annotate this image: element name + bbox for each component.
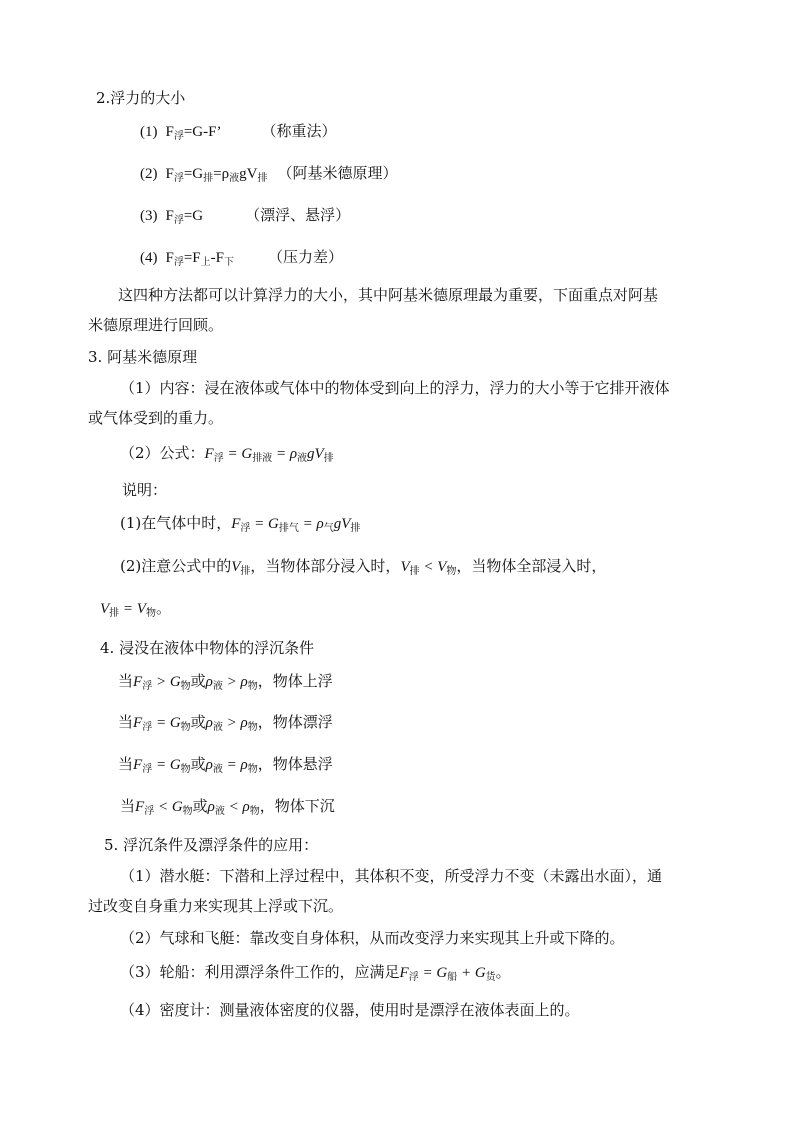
condition-row: 当$F_浮 = G_物$或$\rho_液 = \rho_物$，物体悬浮 bbox=[118, 755, 333, 775]
paragraph-line: 这四种方法都可以计算浮力的大小，其中阿基米德原理最为重要，下面重点对阿基 bbox=[118, 286, 659, 304]
note-label: 说明： bbox=[122, 481, 168, 499]
note-2: (2)注意公式中的$V_排$，当物体部分浸入时，$V_排 < V_物$，当物体全部浸入时， bbox=[120, 557, 607, 577]
content-line: （1）内容：浸在液体或气体中的物体受到向上的浮力，浮力的大小等于它排开液体 bbox=[120, 379, 670, 397]
application-line: （2）气球和飞艇：靠改变自身体积，从而改变浮力来实现其上升或下降的。 bbox=[120, 929, 625, 947]
section-heading-3: 3. 阿基米德原理 bbox=[88, 348, 198, 366]
archimedes-formula: （2）公式：$F_浮 = G_{排液} = \rho_液gV_排$ bbox=[120, 444, 334, 464]
paragraph-line: 米德原理进行回顾。 bbox=[88, 316, 224, 334]
application-line: （4）密度计：测量液体密度的仪器，使用时是漂浮在液体表面上的。 bbox=[120, 1001, 580, 1019]
condition-row: 当$F_浮 < G_物$或$\rho_液 < \rho_物$，物体下沉 bbox=[120, 797, 335, 817]
section-heading-2: 2.浮力的大小 bbox=[96, 89, 186, 107]
note-1: (1)在气体中时，$F_浮 = G_{排气} = \rho_气gV_排$ bbox=[120, 514, 361, 534]
application-line: （3）轮船：利用漂浮条件工作的，应满足$F_浮 = G_船 + G_货$。 bbox=[120, 963, 511, 983]
formula-3: (3) $F_浮=G$ （漂浮、悬浮） bbox=[140, 208, 351, 226]
note-2-end: $V_排 = V_物$。 bbox=[100, 599, 171, 619]
section-heading-5: 5. 浮沉条件及漂浮条件的应用： bbox=[104, 836, 319, 854]
content-line: 或气体受到的重力。 bbox=[88, 409, 224, 427]
application-line: 过改变自身重力来实现其上浮或下沉。 bbox=[88, 897, 344, 915]
formula-4: (4) $F_浮=F_上-F_下$ （压力差） bbox=[140, 250, 344, 268]
application-line: （1）潜水艇：下潜和上浮过程中，其体积不变，所受浮力不变（未露出水面），通 bbox=[120, 867, 663, 885]
condition-row: 当$F_浮 > G_物$或$\rho_液 > \rho_物$，物体上浮 bbox=[118, 672, 333, 692]
formula-2: (2) $F_浮=G_排=\rho_液gV_排$ （阿基米德原理） bbox=[140, 166, 398, 184]
section-heading-4: 4. 浸没在液体中物体的浮沉条件 bbox=[100, 639, 315, 657]
formula-1: (1) $F_浮=G-F$’ （称重法） bbox=[140, 124, 337, 142]
condition-row: 当$F_浮 = G_物$或$\rho_液 > \rho_物$，物体漂浮 bbox=[118, 713, 333, 733]
